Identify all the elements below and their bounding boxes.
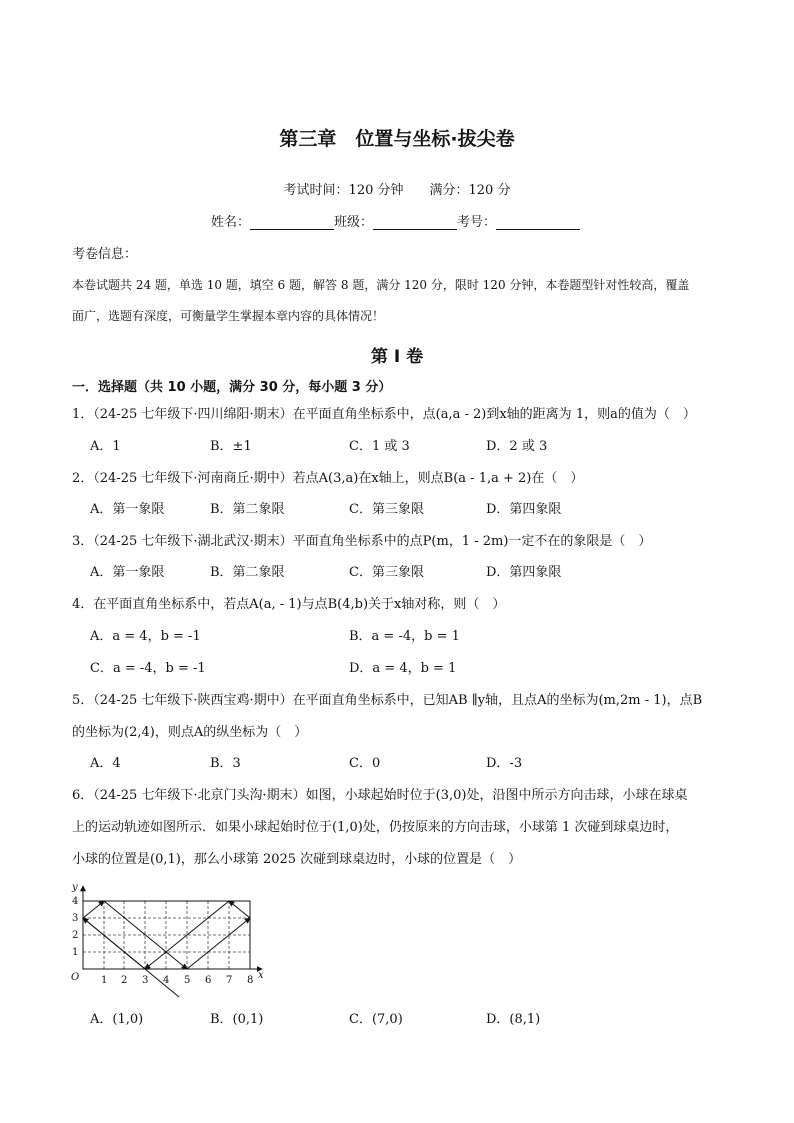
billiard-table-figure	[66, 880, 271, 1000]
section-title: 第 I 卷	[370, 347, 424, 367]
y-axis-label: y	[72, 882, 78, 893]
id-field[interactable]	[496, 217, 580, 230]
y-tick-2: 2	[72, 930, 79, 941]
name-label: 姓名：	[211, 215, 251, 230]
question-6-stem-line3: 小球的位置是(0,1)，那么小球第 2025 次碰到球桌边时，小球的位置是（ ）	[72, 852, 522, 867]
q2-option-c[interactable]: C．第三象限	[349, 502, 424, 517]
q5-option-c[interactable]: C．0	[349, 756, 381, 771]
x-tick-1: 1	[101, 975, 108, 986]
x-axis-label: x	[258, 970, 264, 981]
x-tick-4: 4	[163, 975, 170, 986]
name-row	[211, 211, 580, 230]
q3-option-b[interactable]: B．第二象限	[210, 565, 285, 580]
q3-option-a[interactable]: A．第一象限	[90, 565, 165, 580]
name-field[interactable]	[250, 217, 334, 230]
x-tick-8: 8	[247, 975, 254, 986]
x-tick-6: 6	[205, 975, 212, 986]
q3-option-c[interactable]: C．第三象限	[349, 565, 424, 580]
dashed-grid	[83, 901, 250, 969]
q2-option-a[interactable]: A．第一象限	[90, 502, 165, 517]
q1-option-c[interactable]: C．1 或 3	[349, 439, 410, 454]
question-6-stem-line2: 上的运动轨迹如图所示．如果小球起始时位于(1,0)处，仍按原来的方向击球，小球第 1 次碰到球桌边时，	[72, 820, 679, 835]
question-5-stem-line2: 的坐标为(2,4)，则点A的纵坐标为（ ）	[72, 725, 308, 740]
q6-option-b[interactable]: B．(0,1)	[210, 1012, 264, 1027]
question-5-stem-line1: 5．（24-25 七年级下·陕西宝鸡·期中）在平面直角坐标系中，已知AB ∥y轴，且点A的坐标为(m,2m - 1)，点B	[72, 693, 703, 708]
origin-label: O	[71, 972, 80, 983]
y-tick-1: 1	[72, 947, 79, 958]
question-6-stem-line1: 6．（24-25 七年级下·北京门头沟·期末）如图，小球起始时位于(3,0)处，沿图中所示方向击球，小球在球桌	[72, 788, 688, 803]
q4-option-d[interactable]: D．a = 4，b = 1	[349, 661, 457, 676]
q4-option-b[interactable]: B．a = -4，b = 1	[349, 629, 460, 644]
y-tick-4: 4	[72, 896, 79, 907]
exam-time: 考试时间：120 分钟 满分：120 分	[283, 183, 511, 198]
question-2-stem: 2．（24-25 七年级下·河南商丘·期中）若点A(3,a)在x轴上，则点B(a - 1,a + 2)在（ ）	[72, 471, 584, 486]
question-3-stem: 3．（24-25 七年级下·湖北武汉·期末）平面直角坐标系中的点P(m，1 - 2m)一定不在的象限是（ ）	[72, 534, 652, 549]
class-label: 班级：	[334, 215, 374, 230]
x-tick-2: 2	[121, 975, 128, 986]
x-tick-7: 7	[226, 975, 233, 986]
q5-option-a[interactable]: A．4	[90, 756, 121, 771]
q3-option-d[interactable]: D．第四象限	[486, 565, 562, 580]
q1-option-d[interactable]: D．2 或 3	[486, 439, 548, 454]
q1-option-a[interactable]: A．1	[90, 439, 121, 454]
q6-option-d[interactable]: D．(8,1)	[486, 1012, 541, 1027]
question-4-stem: 4．在平面直角坐标系中，若点A(a, - 1)与点B(4,b)关于x轴对称，则（ ）	[72, 597, 506, 612]
q6-option-a[interactable]: A．(1,0)	[90, 1012, 144, 1027]
x-tick-3: 3	[142, 975, 149, 986]
q1-option-b[interactable]: B．±1	[210, 439, 252, 454]
part1-heading: 一．选择题（共 10 小题，满分 30 分，每小题 3 分）	[72, 380, 392, 395]
x-tick-5: 5	[184, 975, 191, 986]
info-line2: 面广，选题有深度，可衡量学生掌握本章内容的具体情况！	[72, 309, 385, 323]
q4-option-c[interactable]: C．a = -4，b = -1	[90, 661, 206, 676]
q2-option-d[interactable]: D．第四象限	[486, 502, 562, 517]
class-field[interactable]	[373, 217, 457, 230]
q6-option-c[interactable]: C．(7,0)	[349, 1012, 403, 1027]
info-line1: 本卷试题共 24 题，单选 10 题，填空 6 题，解答 8 题，满分 120 分，限时 120 分钟，本卷题型针对性较高，覆盖	[72, 278, 690, 292]
y-tick-3: 3	[72, 913, 79, 924]
info-label: 考卷信息：	[72, 247, 138, 262]
q5-option-b[interactable]: B．3	[210, 756, 241, 771]
q2-option-b[interactable]: B．第二象限	[210, 502, 285, 517]
q4-option-a[interactable]: A．a = 4，b = -1	[90, 629, 201, 644]
q5-option-d[interactable]: D．-3	[486, 756, 523, 771]
id-label: 考号：	[457, 215, 497, 230]
page-title: 第三章 位置与坐标·拔尖卷	[279, 128, 515, 150]
question-1-stem: 1．（24-25 七年级下·四川绵阳·期末）在平面直角坐标系中，点(a,a - 2)到x轴的距离为 1，则a的值为（ ）	[72, 407, 696, 422]
